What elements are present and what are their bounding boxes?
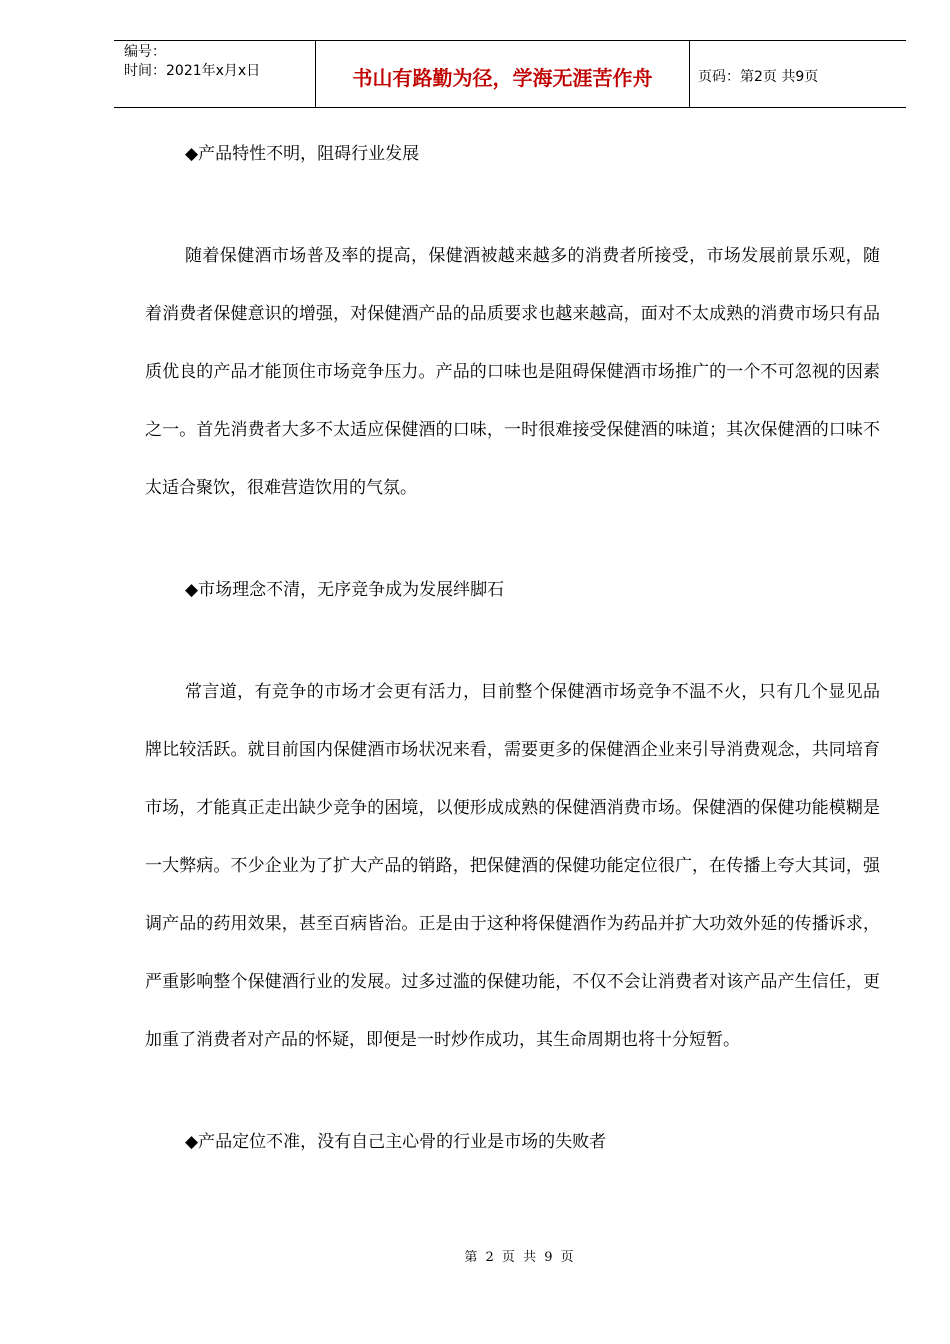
serial-label: 编号： (124, 44, 166, 60)
header-page-info: 页码：第2页 共9页 (698, 69, 819, 85)
document-body (145, 125, 880, 1171)
section-heading-3: ◆产品定位不准，没有自己主心骨的行业是市场的失败者 (185, 1132, 607, 1152)
header-meta (114, 41, 316, 107)
paragraph-2: 常言道，有竞争的市场才会更有活力，目前整个保健酒市场竞争不温不火，只有几个显见品牌比较活跃。就目前国内保健酒市场状况来看，需要更多的保健酒企业来引导消费观念，共同培育市场，才能真正走出缺少竞争的困境，以便形成成熟的保健酒消费市场。保健酒的保健功能模糊是一大弊病。不少企业为了扩大产品的销路，把保健酒的保健功能定位很广，在传播上夸大其词，强调产品的药用效果，甚至百病皆治。正是由于这种将保健酒作为药品并扩大功效外延的传播诉求，严重影响整个保健酒行业的发展。过多过滥的保健功能，不仅不会让消费者对该产品产生信任，更加重了消费者对产品的怀疑，即便是一时炒作成功，其生命周期也将十分短暂。 (145, 682, 880, 1050)
page-footer: 第 2 页 共 9 页 (464, 1250, 576, 1265)
section-heading-1: ◆产品特性不明，阻碍行业发展 (185, 144, 420, 164)
time-label: 时间：2021年x月x日 (124, 63, 261, 79)
section-heading-2: ◆市场理念不清，无序竞争成为发展绊脚石 (185, 580, 505, 600)
header-motto: 书山有路勤为径，学海无涯苦作舟 (316, 41, 690, 107)
page-header (114, 40, 906, 108)
paragraph-1: 随着保健酒市场普及率的提高，保健酒被越来越多的消费者所接受，市场发展前景乐观，随着消费者保健意识的增强，对保健酒产品的品质要求也越来越高，面对不太成熟的消费市场只有品质优良的产品才能顶住市场竞争压力。产品的口味也是阻碍保健酒市场推广的一个不可忽视的因素之一。首先消费者大多不太适应保健酒的口味，一时很难接受保健酒的味道；其次保健酒的口味不太适合聚饮，很难营造饮用的气氛。 (145, 246, 880, 498)
